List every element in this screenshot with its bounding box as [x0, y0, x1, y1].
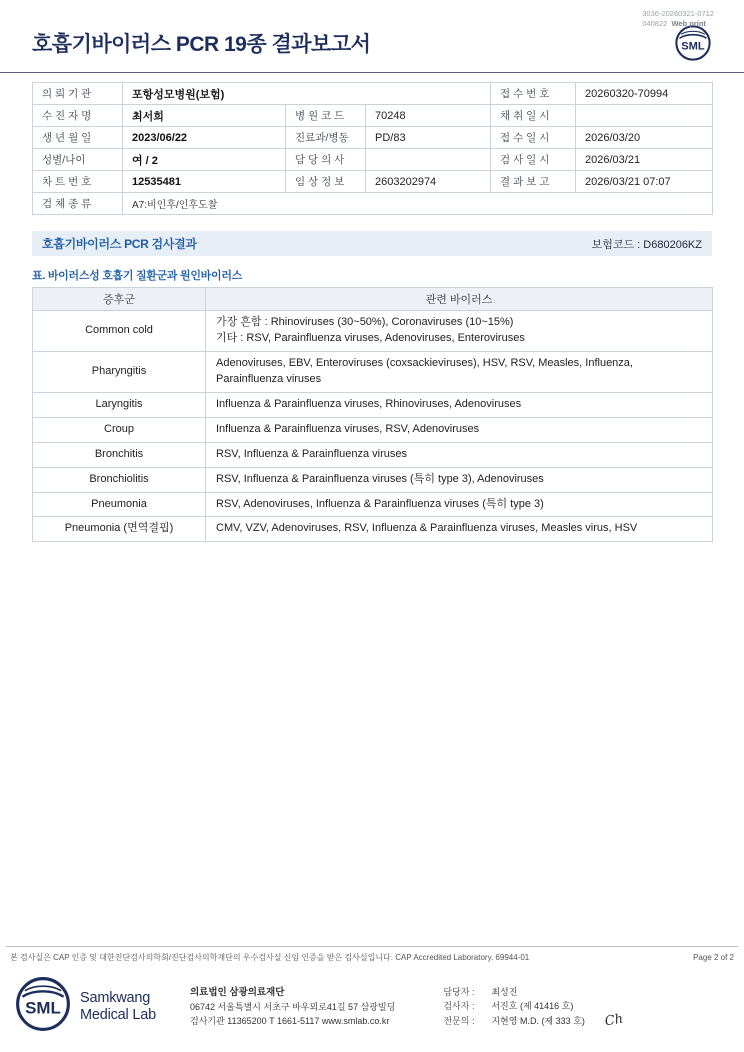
info-label: 접 수 번 호: [491, 83, 576, 105]
info-value: 최서희: [123, 105, 286, 127]
footer: [0, 946, 744, 1052]
header-divider: [0, 72, 744, 73]
print-meta: [642, 9, 714, 29]
info-value: [576, 105, 713, 127]
info-label: 생 년 월 일: [33, 127, 123, 149]
staff-role: 담당자 :: [443, 986, 475, 997]
info-value: 여 / 2: [123, 149, 286, 171]
syndrome-cell: Croup: [33, 417, 206, 442]
syndrome-cell: Bronchitis: [33, 442, 206, 467]
web-print-label: Web print: [671, 19, 706, 29]
org-info: [190, 985, 395, 1029]
org-name: 의료법인 삼광의료재단: [190, 986, 285, 998]
table-row: [33, 492, 713, 517]
info-label: 검 체 종 류: [33, 193, 123, 215]
svg-text:SML: SML: [25, 998, 61, 1018]
info-value: [366, 149, 491, 171]
info-label: 의 뢰 기 관: [33, 83, 123, 105]
viruses-cell: RSV, Influenza & Parainfluenza viruses (특히 type 3), Adenoviruses: [206, 467, 713, 492]
viruses-cell: Influenza & Parainfluenza viruses, RSV, Adenoviruses: [206, 417, 713, 442]
info-row: [33, 171, 713, 193]
sml-logo-icon: [674, 24, 712, 62]
table-row: [33, 442, 713, 467]
staff-row: [443, 1014, 584, 1028]
viruses-cell: CMV, VZV, Adenoviruses, RSV, Influenza & Parainfluenza viruses, Measles virus, HSV: [206, 517, 713, 542]
result-section-bar: [32, 231, 712, 256]
brand: [14, 975, 156, 1038]
staff-name: 최성진: [491, 986, 518, 997]
table-row: [33, 467, 713, 492]
info-label: 채 취 일 시: [491, 105, 576, 127]
info-label: 결 과 보 고: [491, 171, 576, 193]
info-label: 검 사 일 시: [491, 149, 576, 171]
syndrome-cell: Pneumonia (면역결핍): [33, 517, 206, 542]
org-contact: 검사기관 11365200 T 1661-5117 www.smlab.co.kr: [190, 1016, 390, 1027]
table-row: [33, 311, 713, 352]
disease-table-caption: 표. 바이러스성 호흡기 질환군과 원인바이러스: [32, 270, 242, 282]
viruses-cell: RSV, Adenoviruses, Influenza & Parainfluenza viruses (특히 type 3): [206, 492, 713, 517]
staff-block: [443, 985, 624, 1030]
print-meta-code: 040822: [642, 19, 668, 29]
staff-name: 지현영 M.D. (제 333 호): [491, 1015, 585, 1026]
column-header-syndrome: 증후군: [33, 288, 206, 311]
disease-table-body: [33, 311, 713, 542]
info-row: [33, 83, 713, 105]
info-value: 2026/03/21 07:07: [576, 171, 713, 193]
sml-logo-footer-icon: [14, 975, 72, 1038]
info-label: 접 수 일 시: [491, 127, 576, 149]
signature: Ch: [603, 1011, 624, 1030]
page-number: Page 2 of 2: [693, 953, 734, 962]
info-value: 2026/03/21: [576, 149, 713, 171]
staff-row: [443, 985, 584, 999]
table-row: [33, 392, 713, 417]
result-section-title: 호흡기바이러스 PCR 검사결과: [42, 237, 197, 251]
viruses-cell: RSV, Influenza & Parainfluenza viruses: [206, 442, 713, 467]
table-row: [33, 417, 713, 442]
table-row: [33, 351, 713, 392]
info-value: 포항성모병원(보험): [123, 83, 491, 105]
info-row: [33, 149, 713, 171]
column-header-viruses: 관련 바이러스: [206, 288, 713, 311]
info-label: 성별/나이: [33, 149, 123, 171]
org-address: 06742 서울특별시 서초구 바우뫼로41길 57 삼광빌딩: [190, 1001, 396, 1012]
header: [32, 24, 712, 62]
accreditation-text: 본 검사실은 CAP 인증 및 대한진단검사의학회/진단검사의학재단의 우수검사실 신임 인증을 받은 검사실입니다. CAP Accredited Laboratory. 69944-01: [10, 953, 530, 962]
staff-name: 서진호 (제 41416 호): [491, 1001, 574, 1012]
page-title: 호흡기바이러스 PCR 19종 결과보고서: [32, 33, 371, 56]
syndrome-cell: Pharyngitis: [33, 351, 206, 392]
print-meta-number: 3036-20260321-0712: [642, 9, 714, 18]
viruses-cell: Influenza & Parainfluenza viruses, Rhinoviruses, Adenoviruses: [206, 392, 713, 417]
info-label: 진료과/병동: [286, 127, 366, 149]
viruses-cell: 가장 흔함 : Rhinoviruses (30~50%), Coronaviruses (10~15%) 기타 : RSV, Parainfluenza viruses, Adenoviruses, Enteroviruses: [206, 311, 713, 352]
viruses-cell: Adenoviruses, EBV, Enteroviruses (coxsackieviruses), HSV, RSV, Measles, Influenza, Parainfluenza viruses: [206, 351, 713, 392]
disease-table-header-row: [33, 288, 713, 311]
staff-role: 전문의 :: [443, 1015, 475, 1026]
info-value: 2023/06/22: [123, 127, 286, 149]
brand-name: Samkwang Medical Lab: [80, 989, 156, 1023]
info-label: 임 상 정 보: [286, 171, 366, 193]
info-value: 20260320-70994: [576, 83, 713, 105]
info-row: [33, 105, 713, 127]
info-row: [33, 127, 713, 149]
patient-info-table: [32, 82, 713, 215]
info-value: 70248: [366, 105, 491, 127]
info-value: 2603202974: [366, 171, 491, 193]
syndrome-cell: Common cold: [33, 311, 206, 352]
insurance-code: 보험코드 : D680206KZ: [591, 238, 702, 251]
info-label: 수 진 자 명: [33, 105, 123, 127]
info-label: 차 트 번 호: [33, 171, 123, 193]
info-value: 12535481: [123, 171, 286, 193]
footer-bottom: [0, 963, 744, 1052]
info-table-body: [33, 83, 713, 215]
disease-table: [32, 287, 713, 542]
staff-row: [443, 999, 584, 1013]
table-row: [33, 517, 713, 542]
info-label: 담 당 의 사: [286, 149, 366, 171]
syndrome-cell: Laryngitis: [33, 392, 206, 417]
staff-role: 검사자 :: [443, 1001, 475, 1012]
info-label: 병 원 코 드: [286, 105, 366, 127]
info-value: A7:비인후/인후도찰: [123, 193, 713, 215]
syndrome-cell: Pneumonia: [33, 492, 206, 517]
info-row: [33, 193, 713, 215]
svg-text:SML: SML: [681, 40, 705, 53]
info-value: PD/83: [366, 127, 491, 149]
info-value: 2026/03/20: [576, 127, 713, 149]
syndrome-cell: Bronchiolitis: [33, 467, 206, 492]
